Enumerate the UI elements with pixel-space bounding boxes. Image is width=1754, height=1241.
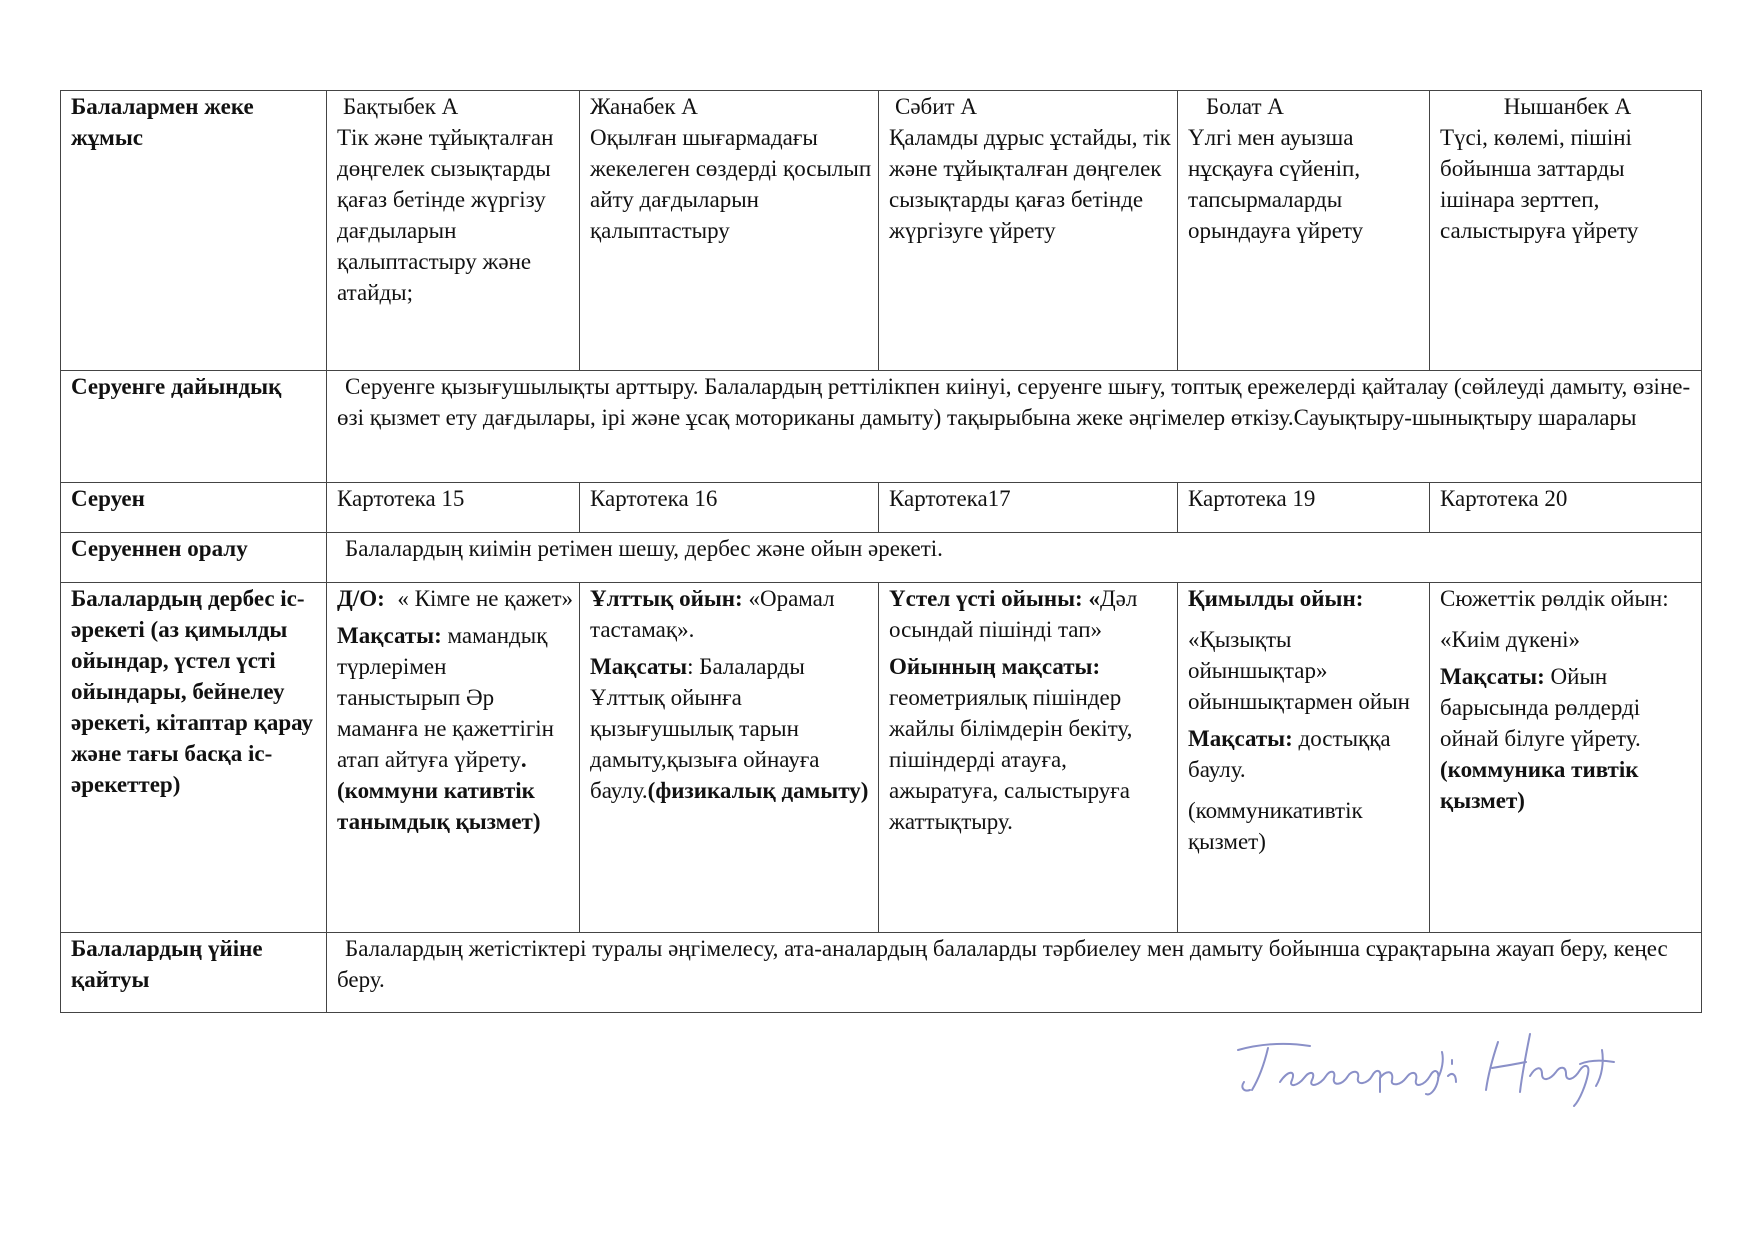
goal-label: Мақсаты: [1440, 664, 1545, 689]
activity-game [337, 583, 573, 614]
activity-goal [1440, 661, 1695, 816]
activity-goal [590, 651, 872, 806]
child-task: Түсі, көлемі, пішіні бойынша заттарды ішінара зерттеп, салыстыруға үйрету [1440, 125, 1639, 243]
game-type-label: Д/О: [337, 586, 385, 611]
game-type-label: Үстел үсті ойыны: « [889, 586, 1100, 611]
child-cell-1 [327, 91, 580, 371]
child-task: Тік және тұйықталған дөңгелек сызықтарды қағаз бетінде жүргізу дағдыларын қалыптастыру және атайды; [337, 125, 554, 305]
game-type-label: Ұлттық ойын: [590, 586, 743, 611]
goal-text: мамандық түрлерімен таныстырып Әр маманға не қажеттігін атап айтуға үйрету [337, 623, 554, 772]
row-label-return-from-walk: Серуеннен оралу [61, 533, 327, 583]
goal-label: Ойынның мақсаты: [889, 654, 1101, 679]
row-label-independent-activity: Балалардың дербес іс-әрекеті (аз қимылды ойындар, үстел үсті ойындары, бейнелеу әрекеті, кітаптар қарау және тағы басқа іс-әрекеттер) [61, 583, 327, 933]
child-name: Нышанбек А [1503, 94, 1632, 119]
walk-preparation-text: Серуенге қызығушылықты арттыру. Балалардың реттілікпен киінуі, серуенге шығу, топтық ережелерді қайталау (сөйлеуді дамыту, өзіне-өзі қызмет ету дағдылары, ірі және ұсақ моториканы дамыту) тақырыбына жеке әңгімелер өткізу.Сауықтыру-шынықтыру шаралары [327, 371, 1702, 483]
activity-cell-3 [879, 583, 1178, 933]
child-cell-3 [879, 91, 1178, 371]
walk-card-1: Картотека 15 [327, 483, 580, 533]
child-name: Бақтыбек А [343, 94, 459, 119]
activity-goal [1188, 723, 1423, 785]
signature-mark [1230, 1020, 1650, 1120]
game-name: «Киім дүкені» [1440, 627, 1581, 652]
game-name: Дәл осындай пішінді тап» [889, 586, 1138, 642]
walk-card-3: Картотека17 [879, 483, 1178, 533]
row-independent-activity [61, 583, 1702, 933]
activity-game-label [1188, 583, 1423, 614]
goal-label: Мақсаты: [1188, 726, 1293, 751]
activity-game [590, 583, 872, 645]
child-cell-5 [1430, 91, 1702, 371]
going-home-text: Балалардың жетістіктері туралы әңгімелесу, ата-аналардың балаларды тәрбиелеу мен дамыту бойынша сұрақтарына жауап беру, кеңес беру. [327, 933, 1702, 1013]
child-cell-2 [580, 91, 879, 371]
game-name: «Орамал тастамақ». [590, 586, 835, 642]
goal-text: : Балаларды Ұлттық ойынға қызығушылық тарын дамыту,қызыға ойнауға баулу. [590, 654, 820, 803]
row-going-home [61, 933, 1702, 1013]
activity-cell-4 [1178, 583, 1430, 933]
game-name: «Қызықты ойыншықтар» ойыншықтармен ойын [1188, 627, 1410, 714]
goal-label: Мақсаты [590, 654, 688, 679]
activity-cell-1 [327, 583, 580, 933]
activity-cell-2 [580, 583, 879, 933]
goal-area: (физикалық дамыту) [647, 778, 869, 803]
row-walk [61, 483, 1702, 533]
goal-area: . (коммуни кативтік танымдық қызмет) [337, 747, 541, 834]
row-individual-work [61, 91, 1702, 371]
walk-card-4: Картотека 19 [1178, 483, 1430, 533]
goal-text: Ойын барысында рөлдерді ойнай білуге үйрету. [1440, 664, 1641, 751]
daily-plan-table [60, 90, 1702, 1013]
child-task: Қаламды дұрыс ұстайды, тік және тұйықталған дөңгелек сызықтарды қағаз бетінде жүргізуге үйрету [889, 125, 1171, 243]
row-walk-preparation [61, 371, 1702, 483]
goal-text: геометриялық пішіндер жайлы білімдерін бекіту, пішіндерді атауға, ажыратуға, салыстыруға жаттықтыру. [889, 685, 1133, 834]
child-task: Үлгі мен ауызша нұсқауға сүйеніп, тапсырмаларды орындауға үйрету [1188, 125, 1364, 243]
walk-card-2: Картотека 16 [580, 483, 879, 533]
return-from-walk-text: Балалардың киімін ретімен шешу, дербес және ойын әрекеті. [327, 533, 1702, 583]
goal-area: (коммуника тивтік қызмет) [1440, 757, 1639, 813]
goal-area: (коммуникативтік қызмет) [1188, 798, 1363, 854]
child-task: Оқылған шығармадағы жекелеген сөздерді қосылып айту дағдыларын қалыптастыру [590, 125, 872, 243]
game-name: « Кімге не қажет» [397, 586, 573, 611]
row-label-walk: Серуен [61, 483, 327, 533]
activity-goal [889, 651, 1171, 837]
child-cell-4 [1178, 91, 1430, 371]
activity-goal [337, 620, 573, 837]
child-name: Жанабек А [590, 94, 698, 119]
goal-label: Мақсаты: [337, 623, 442, 648]
row-return-from-walk [61, 533, 1702, 583]
child-name: Болат А [1206, 94, 1284, 119]
child-name: Сәбит А [895, 94, 977, 119]
game-type-label: Сюжеттік рөлдік ойын: [1440, 586, 1669, 611]
row-label-walk-preparation: Серуенге дайындық [61, 371, 327, 483]
game-type-label: Қимылды ойын: [1188, 586, 1364, 611]
activity-game [889, 583, 1171, 645]
walk-card-5: Картотека 20 [1430, 483, 1702, 533]
goal-text: достыққа баулу. [1188, 726, 1391, 782]
row-label-individual-work: Балалармен жеке жұмыс [61, 91, 327, 371]
row-label-going-home: Балалардың үйіне қайтуы [61, 933, 327, 1013]
activity-cell-5 [1430, 583, 1702, 933]
